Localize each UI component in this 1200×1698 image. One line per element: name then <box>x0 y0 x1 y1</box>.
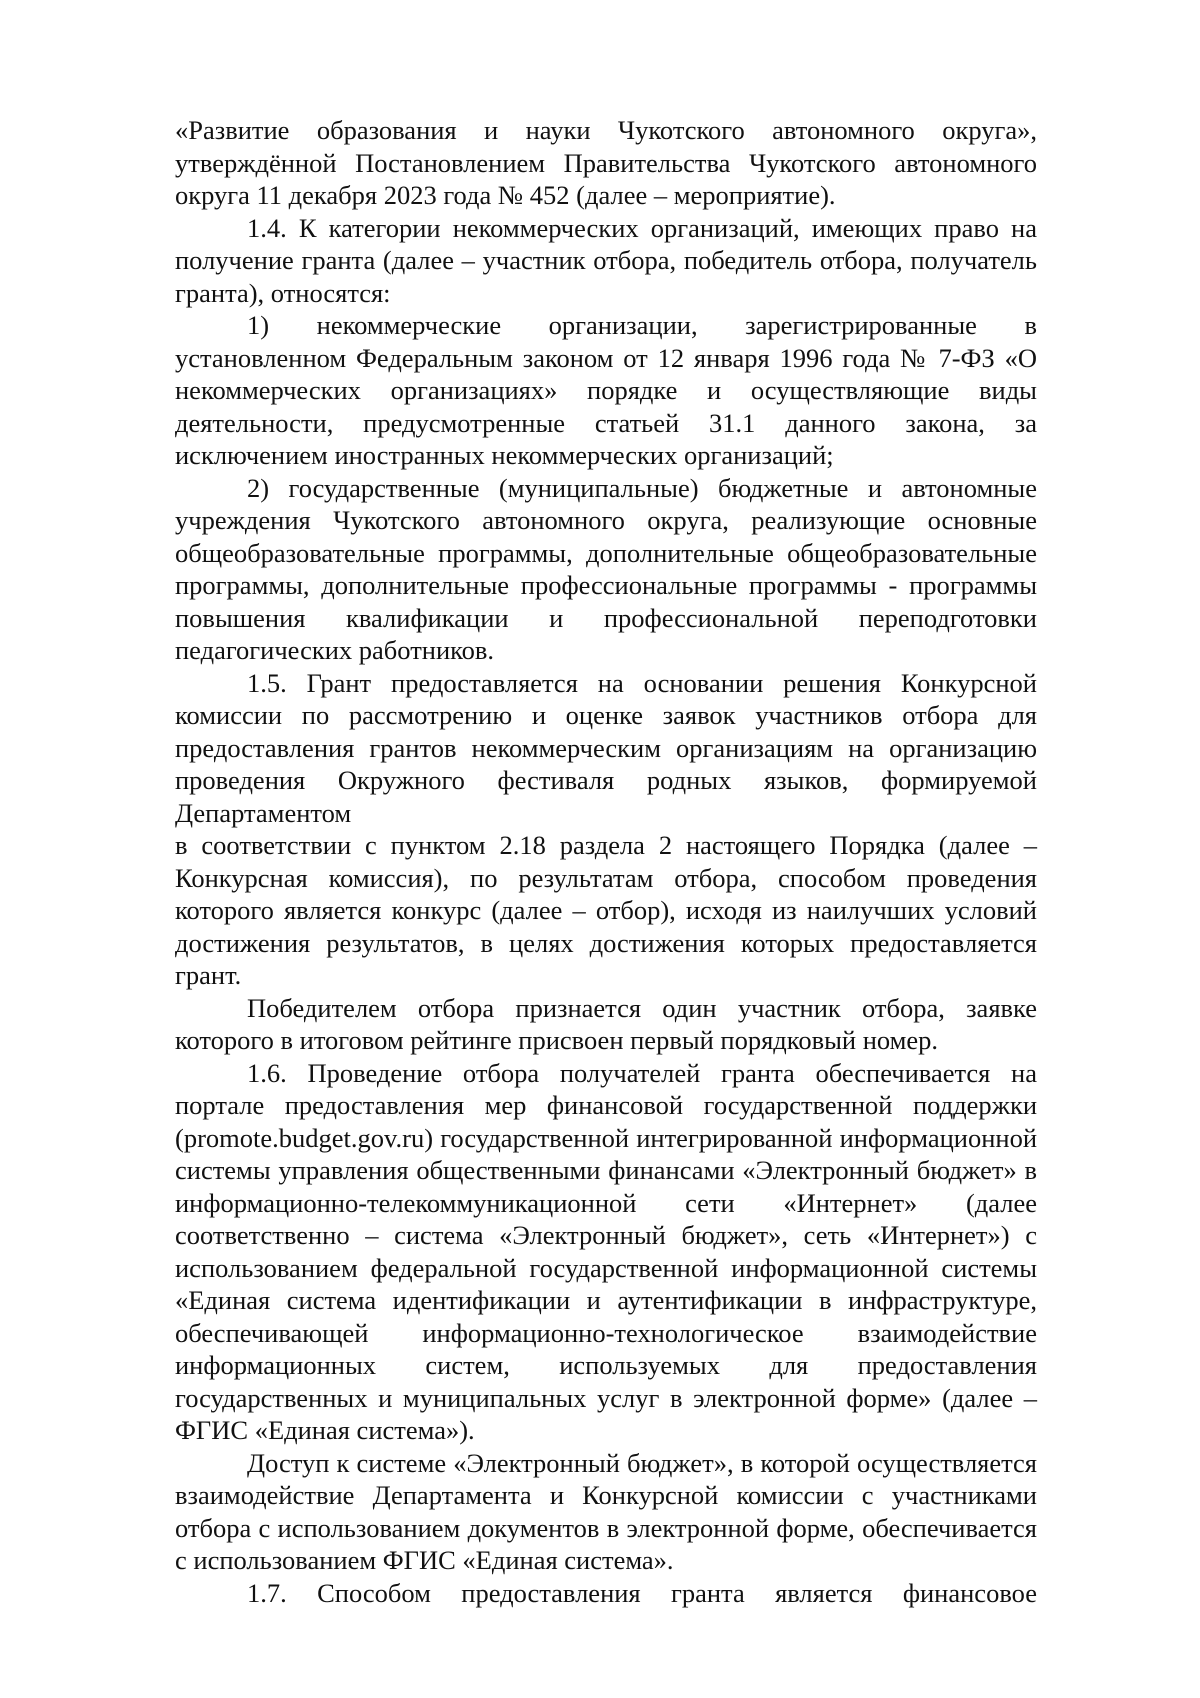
paragraph-1-4-item-1: 1) некоммерческие организации, зарегистрированные в установленном Федеральным законом от 12 января 1996 года № 7-ФЗ «О некоммерческих организациях» порядке и осуществляющие виды деятельности, предусмотренные статьей 31.1 данного закона, за исключением иностранных некоммерческих организаций; <box>175 310 1037 470</box>
paragraph-1-7: 1.7. Способом предоставления гранта является финансовое <box>247 1577 1037 1608</box>
paragraph-continuation: «Развитие образования и науки Чукотского автономного округа», утверждённой Постановлением Правительства Чукотского автономного округа 11 декабря 2023 года № 452 (далее – мероприятие). <box>175 115 1037 210</box>
paragraph-1-5: 1.5. Грант предоставляется на основании решения Конкурсной комиссии по рассмотрению и оценке заявок участников отбора для предоставления грантов некоммерческим организациям на организацию проведения Окружного фестиваля родных языков, формируемой Департаментом <box>175 667 1037 828</box>
document-page <box>175 114 1037 1609</box>
paragraph-1-5-continued: в соответствии с пунктом 2.18 раздела 2 настоящего Порядка (далее – Конкурсная комиссия), по результатам отбора, способом проведения которого является конкурс (далее – отбор), исходя из наилучших условий достижения результатов, в целях достижения которых предоставляется грант. <box>175 830 1037 990</box>
paragraph-access: Доступ к системе «Электронный бюджет», в которой осуществляется взаимодействие Департамента и Конкурсной комиссии с участниками отбора с использованием документов в электронной форме, обеспечивается с использованием ФГИС «Единая система». <box>175 1447 1037 1575</box>
paragraph-1-4: 1.4. К категории некоммерческих организаций, имеющих право на получение гранта (далее – участник отбора, победитель отбора, получатель гранта), относятся: <box>175 212 1037 308</box>
paragraph-winner: Победителем отбора признается один участник отбора, заявке которого в итоговом рейтинге присвоен первый порядковый номер. <box>175 992 1037 1055</box>
paragraph-1-4-item-2: 2) государственные (муниципальные) бюджетные и автономные учреждения Чукотского автономного округа, реализующие основные общеобразовательные программы, дополнительные общеобразовательные программы, дополнительные профессиональные программы - программы повышения квалификации и профессиональной переподготовки педагогических работников. <box>175 472 1037 665</box>
paragraph-1-6: 1.6. Проведение отбора получателей гранта обеспечивается на портале предоставления мер финансовой государственной поддержки (promote.budget.gov.ru) государственной интегрированной информационной системы управления общественными финансами «Электронный бюджет» в информационно-телекоммуникационной сети «Интернет» (далее соответственно – система «Электронный бюджет», сеть «Интернет») с использованием федеральной государственной информационной системы «Единая система идентификации и аутентификации в инфраструктуре, обеспечивающей информационно-технологическое взаимодействие информационных систем, используемых для предоставления государственных и муниципальных услуг в электронной форме» (далее – ФГИС «Единая система»). <box>175 1057 1037 1445</box>
